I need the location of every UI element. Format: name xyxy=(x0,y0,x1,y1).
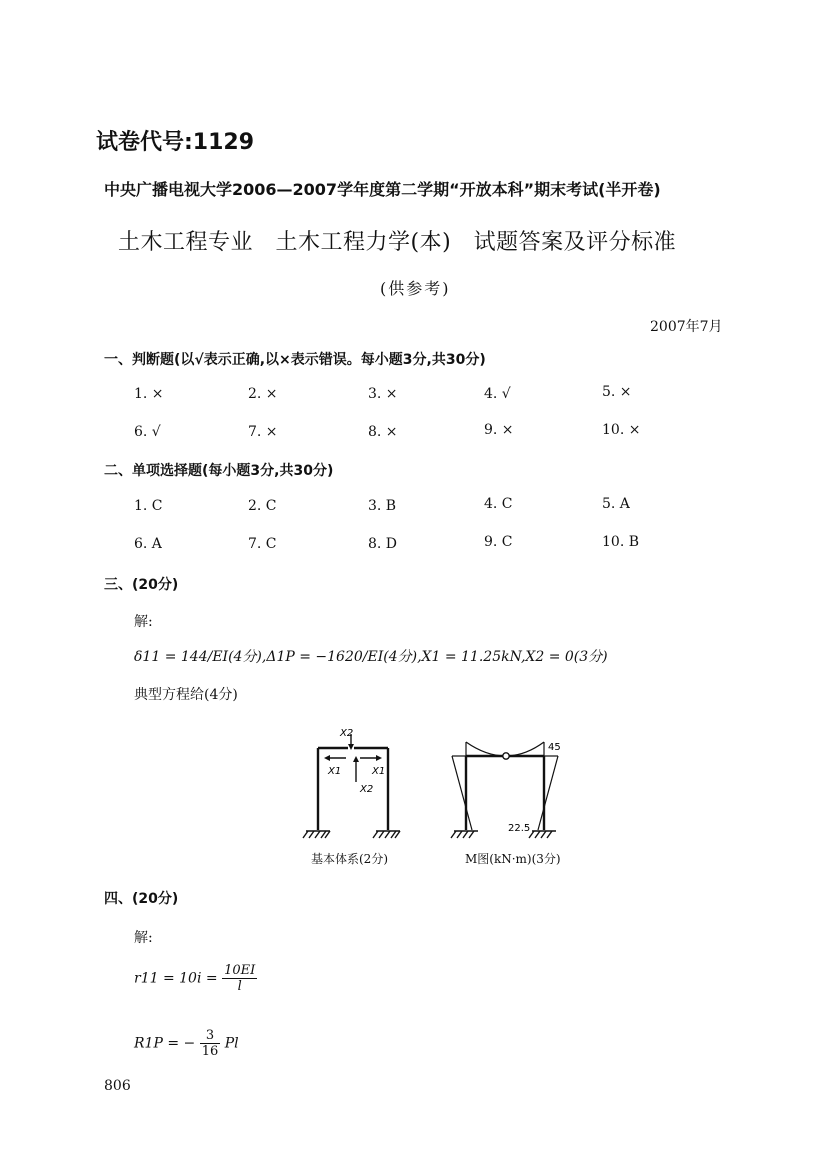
exam-code: 试卷代号:1129 xyxy=(96,130,255,155)
r1p-equation xyxy=(134,1028,239,1059)
r11-fraction xyxy=(222,963,257,994)
answer-item: 8. × xyxy=(368,424,398,440)
answer-item: 2. C xyxy=(248,498,277,514)
exam-title: 土木工程专业 土木工程力学(本) 试题答案及评分标准 xyxy=(118,230,677,255)
section3-results: δ11 = 144/EI(4分),Δ1P = −1620/EI(4分),X1 = 11.25kN,X2 = 0(3分) xyxy=(134,649,608,665)
section2-heading: 二、单项选择题(每小题3分,共30分) xyxy=(104,463,334,479)
x2-label: X2 xyxy=(340,728,354,739)
answer-item: 1. × xyxy=(134,386,164,402)
page-number: 806 xyxy=(104,1078,131,1094)
basic-system-diagram xyxy=(290,720,420,850)
moment-diagram xyxy=(446,730,576,850)
moment-label-bottom: 22.5 xyxy=(508,823,531,834)
answer-item: 7. C xyxy=(248,536,277,552)
answer-item: 2. × xyxy=(248,386,278,402)
answer-item: 9. × xyxy=(484,422,514,438)
answer-item: 10. × xyxy=(602,422,641,438)
reference-note: (供参考) xyxy=(380,279,451,298)
answer-item: 3. × xyxy=(368,386,398,402)
section3-heading: 三、(20分) xyxy=(104,577,179,593)
answer-item: 9. C xyxy=(484,534,513,550)
answer-item: 3. B xyxy=(368,498,397,514)
answer-item: 4. √ xyxy=(484,386,511,402)
x2-label: X2 xyxy=(360,784,374,795)
basic-system-caption: 基本体系(2分) xyxy=(311,852,388,866)
section4-heading: 四、(20分) xyxy=(104,891,179,907)
answer-item: 7. × xyxy=(248,424,278,440)
r1p-denominator: 16 xyxy=(201,1044,219,1059)
exam-date: 2007年7月 xyxy=(650,319,723,335)
x1-label: X1 xyxy=(328,766,342,777)
r1p-lhs: R1P = − xyxy=(134,1035,196,1052)
answer-item: 1. C xyxy=(134,498,163,514)
answer-item: 6. A xyxy=(134,536,162,552)
section1-heading: 一、判断题(以√表示正确,以×表示错误。每小题3分,共30分) xyxy=(104,352,486,368)
section3-typical-equation: 典型方程给(4分) xyxy=(134,687,238,703)
answer-item: 5. × xyxy=(602,384,632,400)
section3-solve: 解: xyxy=(134,614,153,630)
answer-item: 8. D xyxy=(368,536,398,552)
answer-item: 5. A xyxy=(602,496,630,512)
r1p-tail: Pl xyxy=(224,1035,239,1052)
r11-denominator: l xyxy=(237,979,242,994)
r1p-fraction xyxy=(200,1028,221,1059)
r11-numerator: 10EI xyxy=(224,963,256,978)
answer-item: 4. C xyxy=(484,496,513,512)
r11-equation xyxy=(134,963,257,994)
r11-lhs: r11 = 10i = xyxy=(134,970,218,987)
section4-solve: 解: xyxy=(134,930,153,946)
moment-diagram-caption: M图(kN·m)(3分) xyxy=(465,852,561,866)
x1-label: X1 xyxy=(372,766,386,777)
answer-item: 10. B xyxy=(602,534,640,550)
answer-item: 6. √ xyxy=(134,424,161,440)
r1p-numerator: 3 xyxy=(200,1028,221,1044)
moment-label-top: 45 xyxy=(548,742,561,753)
exam-subtitle: 中央广播电视大学2006—2007学年度第二学期“开放本科”期末考试(半开卷) xyxy=(104,180,661,199)
